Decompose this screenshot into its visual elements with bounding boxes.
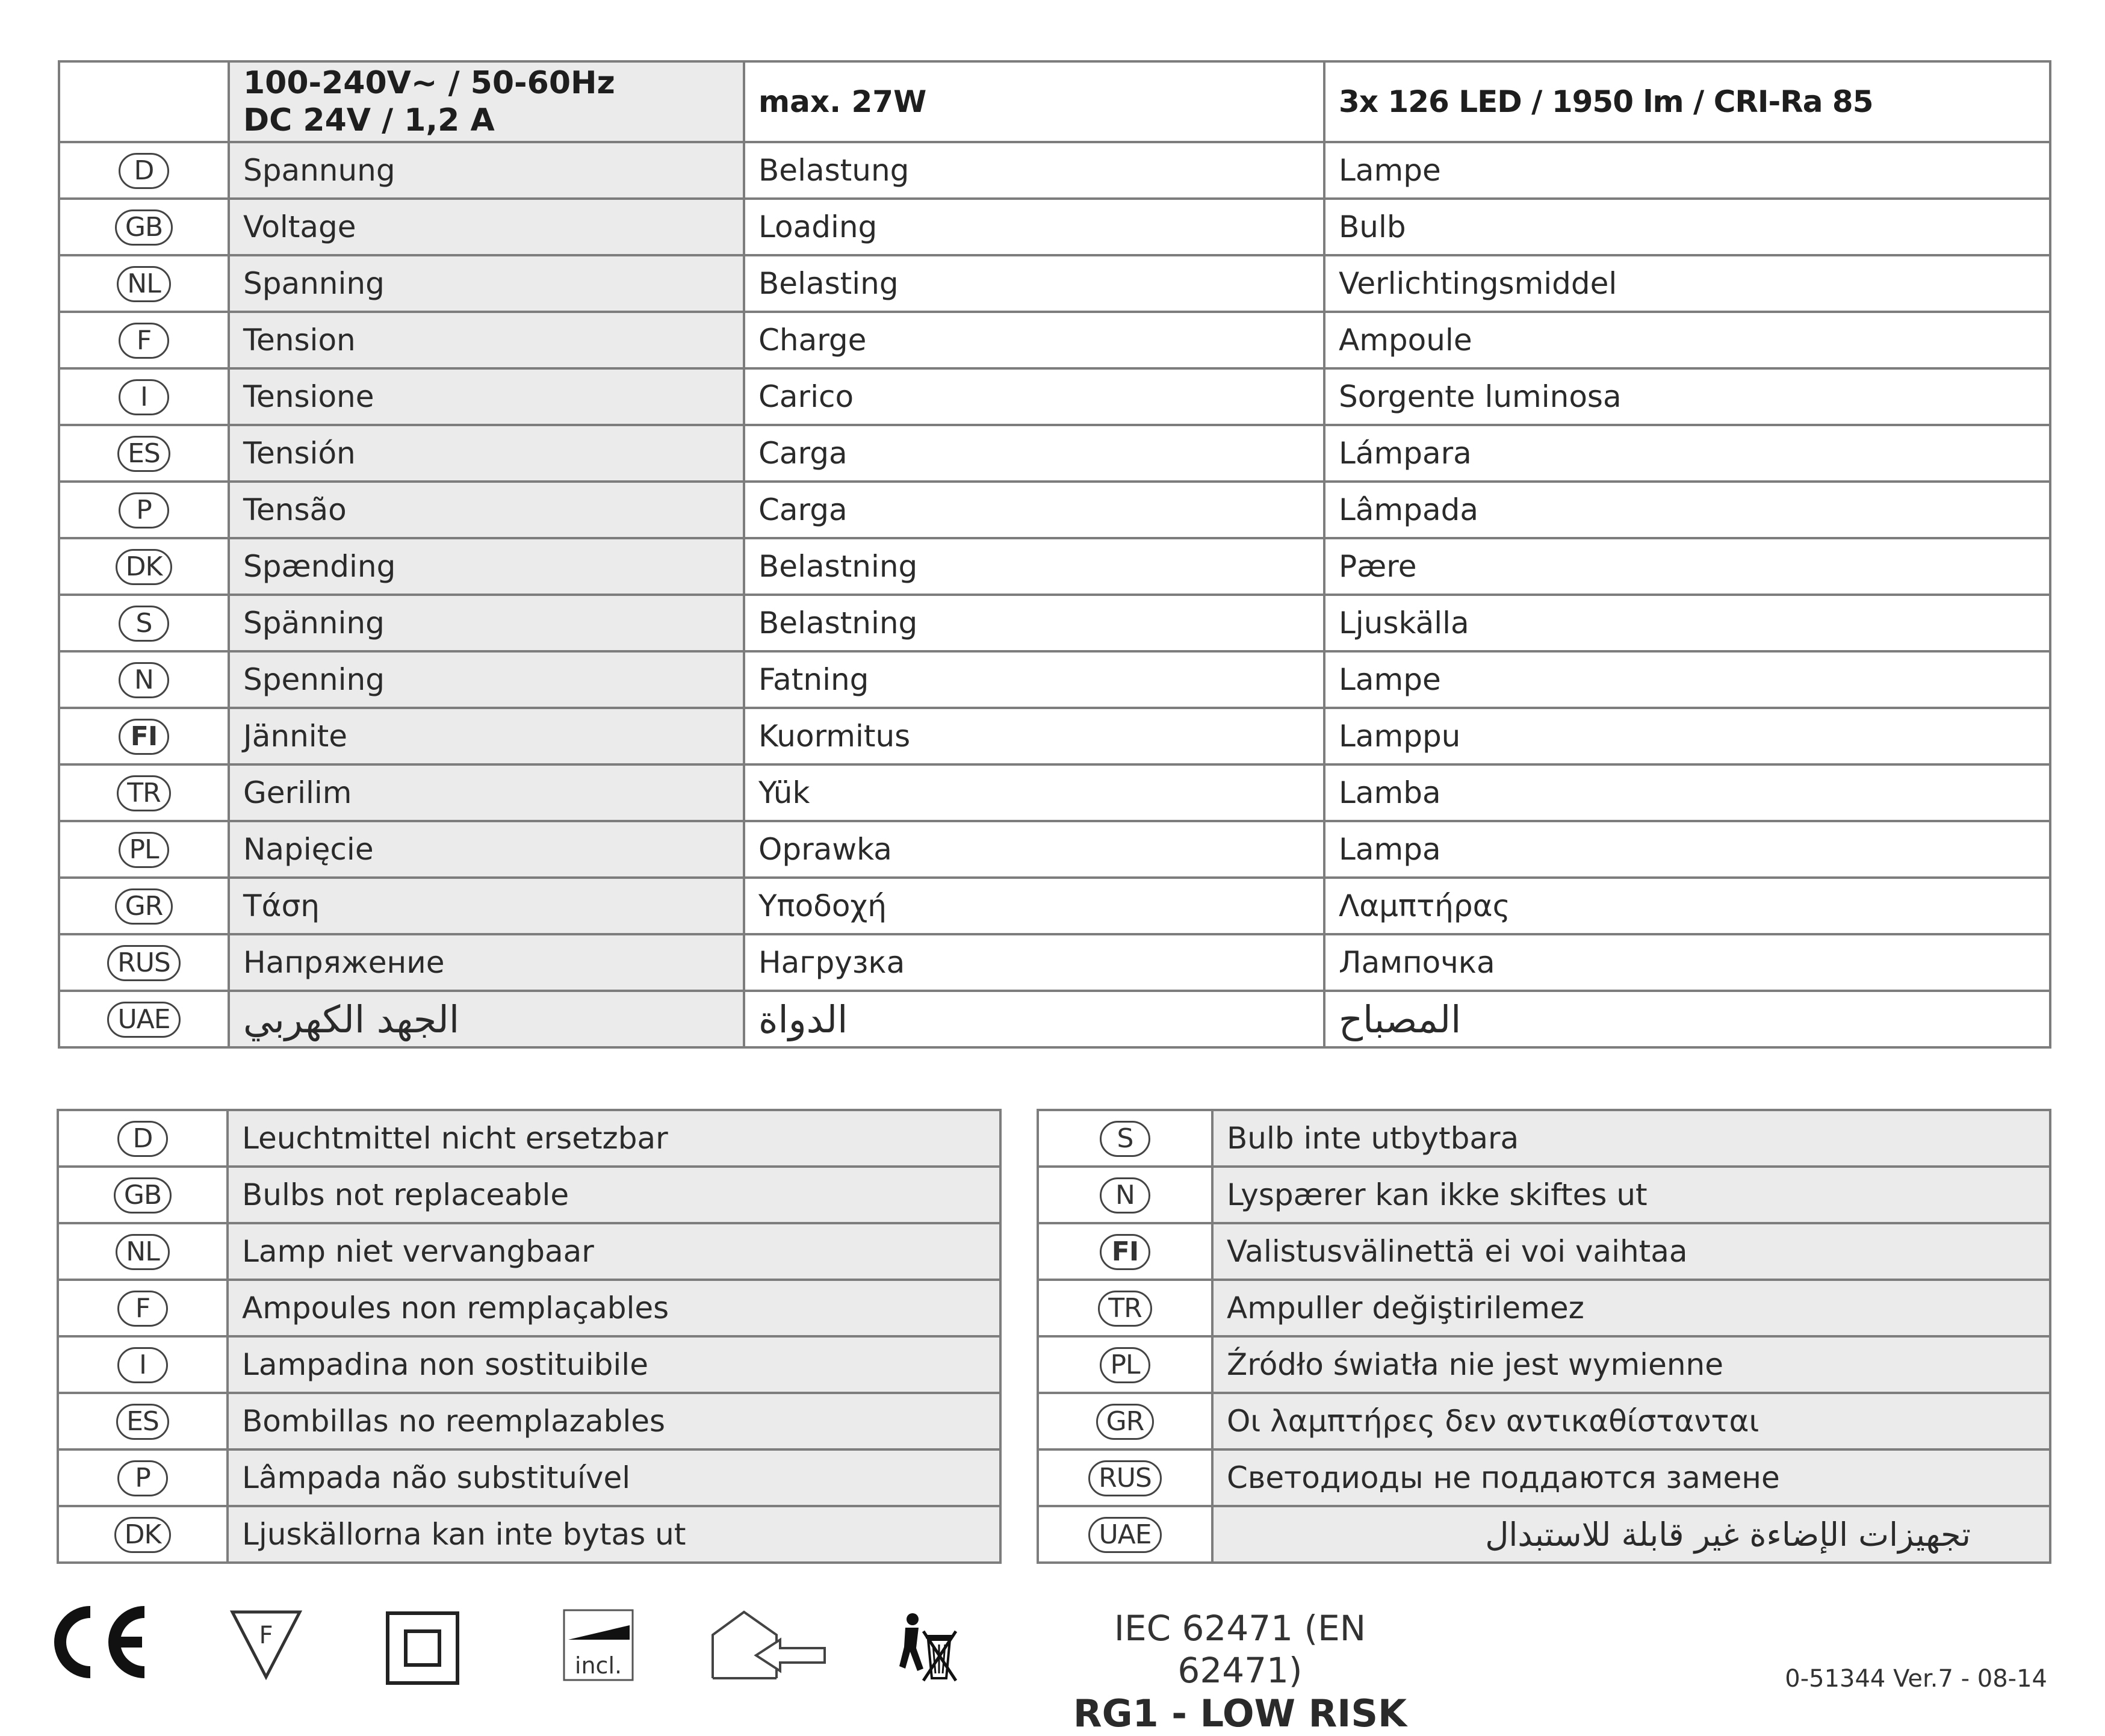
country-code-cell [59,538,229,595]
notice-text: Ampoules non remplaçables [228,1280,1000,1336]
notice-row [58,1110,1000,1167]
lamp-term: Lâmpada [1324,482,2050,538]
notice-text: Valistusvälinettä ei voi vaihtaa [1212,1223,2050,1280]
country-code-cell [58,1280,228,1336]
notice-row [58,1506,1000,1563]
country-code-cell [58,1167,228,1223]
notice-text: Ampuller değiştirilemez [1212,1280,2050,1336]
load-term: Нагрузка [744,934,1324,991]
spec-row [59,255,2050,312]
country-code-cell [59,764,229,821]
load-term: Charge [744,312,1324,368]
country-code-cell [1038,1223,1212,1280]
country-code-cell [59,821,229,878]
voltage-term: Spänning [229,595,744,651]
voltage-term: Spenning [229,651,744,708]
standard-block [1047,1607,1433,1736]
country-code-cell [59,142,229,199]
spec-table [58,60,2051,1049]
country-code-badge: NL [116,1234,169,1270]
load-term: Loading [744,199,1324,255]
notice-row [1038,1506,2050,1563]
notice-row [1038,1167,2050,1223]
f-label: F [259,1622,273,1649]
notice-text: Lâmpada não substituível [228,1449,1000,1506]
lamp-term: Lamppu [1324,708,2050,764]
country-code-badge: S [119,606,169,642]
notice-row [58,1336,1000,1393]
country-code-cell [59,199,229,255]
f-triangle-icon [229,1608,303,1681]
voltage-term: الجهد الكهربي [229,991,744,1047]
spec-row [59,142,2050,199]
lamp-term: Лампочка [1324,934,2050,991]
voltage-term: Gerilim [229,764,744,821]
spec-row [59,538,2050,595]
country-code-cell [59,255,229,312]
country-code-badge: P [117,1460,168,1496]
voltage-term: Jännite [229,708,744,764]
spec-row [59,708,2050,764]
country-code-badge: ES [116,1404,169,1440]
lamp-term: Pære [1324,538,2050,595]
country-code-cell [59,991,229,1047]
header-voltage-line1: 100-240V~ / 50-60Hz [243,65,615,101]
voltage-term: Напряжение [229,934,744,991]
country-code-cell [1038,1336,1212,1393]
ce-mark-icon [54,1605,157,1679]
spec-row [59,199,2050,255]
load-term: Kuormitus [744,708,1324,764]
country-code-badge: DK [114,1517,172,1553]
country-code-cell [59,934,229,991]
spec-row [59,312,2050,368]
country-code-badge: GB [114,1177,172,1214]
notice-text: Ljuskällorna kan inte bytas ut [228,1506,1000,1563]
spec-row [59,425,2050,482]
voltage-term: Napięcie [229,821,744,878]
spec-row [59,368,2050,425]
lamp-term: المصباح [1324,991,2050,1047]
lamp-term: Λαμπτήρας [1324,878,2050,934]
load-term: Belastung [744,142,1324,199]
country-code-cell [59,595,229,651]
risk-group-text: RG1 - LOW RISK [1073,1691,1407,1735]
country-code-badge: GR [115,888,173,925]
class-ii-square-icon [385,1611,460,1685]
country-code-cell [59,312,229,368]
country-code-badge: GB [115,209,173,246]
notice-row [58,1393,1000,1449]
incl-lamp-icon [562,1608,637,1683]
load-term: Oprawka [744,821,1324,878]
country-code-cell [1038,1167,1212,1223]
notice-text: Źródło światła nie jest wymienne [1212,1336,2050,1393]
voltage-term: Tensión [229,425,744,482]
country-code-cell [1038,1393,1212,1449]
notice-row [58,1223,1000,1280]
country-code-cell [58,1506,228,1563]
country-code-cell [1038,1506,1212,1563]
country-code-cell [59,368,229,425]
notice-text: Bulbs not replaceable [228,1167,1000,1223]
country-code-badge: TR [1098,1291,1152,1327]
country-code-cell [59,708,229,764]
weee-bin-icon [892,1611,958,1685]
header-lamp: 3x 126 LED / 1950 lm / CRI-Ra 85 [1324,61,2050,142]
notice-row [1038,1449,2050,1506]
notice-text: Lamp niet vervangbaar [228,1223,1000,1280]
country-code-badge: NL [117,266,170,302]
country-code-badge: PL [1100,1347,1150,1383]
country-code-cell [58,1110,228,1167]
country-code-badge: DK [116,549,173,585]
notice-row [58,1167,1000,1223]
load-term: Fatning [744,651,1324,708]
country-code-badge: I [119,379,169,415]
load-term: Belastning [744,595,1324,651]
notice-row [58,1280,1000,1336]
lamp-term: Lampe [1324,142,2050,199]
voltage-term: Tension [229,312,744,368]
spec-header-row [59,61,2050,142]
header-blank-cell [59,61,229,142]
load-term: Belasting [744,255,1324,312]
voltage-term: Τάση [229,878,744,934]
country-code-badge: F [119,323,169,359]
voltage-term: Tensão [229,482,744,538]
country-code-badge: UAE [107,1002,180,1038]
notice-row [1038,1110,2050,1167]
notice-text: Οι λαμπτήρες δεν αντικαθίστανται [1212,1393,2050,1449]
country-code-badge: S [1100,1121,1150,1157]
country-code-badge: UAE [1088,1517,1161,1553]
lamp-term: Lampe [1324,651,2050,708]
country-code-cell [1038,1280,1212,1336]
notice-row [58,1449,1000,1506]
spec-row [59,934,2050,991]
country-code-badge: N [119,662,169,698]
country-code-cell [58,1393,228,1449]
spec-row [59,482,2050,538]
notice-table-right [1037,1109,2051,1564]
notice-row [1038,1336,2050,1393]
country-code-badge: I [117,1347,168,1383]
voltage-term: Spænding [229,538,744,595]
header-voltage-cell [229,61,744,142]
country-code-badge: RUS [107,945,181,981]
lamp-term: Verlichtingsmiddel [1324,255,2050,312]
header-voltage-line2: DC 24V / 1,2 A [243,102,495,138]
notice-text: Bulb inte utbytbara [1212,1110,2050,1167]
load-term: Carga [744,482,1324,538]
country-code-cell [59,482,229,538]
voltage-term: Spannung [229,142,744,199]
notice-text: Leuchtmittel nicht ersetzbar [228,1110,1000,1167]
country-code-badge: P [119,492,169,529]
load-term: Carga [744,425,1324,482]
load-term: Yük [744,764,1324,821]
country-code-badge: D [117,1121,168,1157]
voltage-term: Spanning [229,255,744,312]
load-term: Belastning [744,538,1324,595]
notice-text: Lyspærer kan ikke skiftes ut [1212,1167,2050,1223]
lamp-term: Lamba [1324,764,2050,821]
lamp-term: Ljuskälla [1324,595,2050,651]
country-code-badge: N [1100,1177,1150,1214]
notice-text: Светодиоды не поддаются замене [1212,1449,2050,1506]
country-code-badge: RUS [1088,1460,1162,1496]
lamp-term: Sorgente luminosa [1324,368,2050,425]
notice-text: Lampadina non sostituibile [228,1336,1000,1393]
notice-text: تجهيزات الإضاءة غير قابلة للاستبدال [1212,1506,2050,1563]
country-code-cell [58,1223,228,1280]
version-text: 0-51344 Ver.7 - 08-14 [1785,1665,2047,1693]
country-code-badge: PL [119,832,169,868]
spec-row [59,764,2050,821]
country-code-badge: GR [1096,1404,1155,1440]
notice-row [1038,1393,2050,1449]
country-code-cell [1038,1449,1212,1506]
spec-row [59,595,2050,651]
voltage-term: Voltage [229,199,744,255]
notice-row [1038,1280,2050,1336]
country-code-badge: ES [117,436,170,472]
lamp-term: Lámpara [1324,425,2050,482]
country-code-cell [58,1449,228,1506]
country-code-badge: FI [119,719,169,755]
country-code-cell [59,878,229,934]
voltage-term: Tensione [229,368,744,425]
incl-label: incl. [574,1652,622,1679]
notice-row [1038,1223,2050,1280]
country-code-badge: D [119,153,169,189]
header-wattage: max. 27W [744,61,1324,142]
lamp-term: Bulb [1324,199,2050,255]
load-term: Carico [744,368,1324,425]
country-code-cell [1038,1110,1212,1167]
load-term: Υποδοχή [744,878,1324,934]
load-term: الدواة [744,991,1324,1047]
lamp-term: Ampoule [1324,312,2050,368]
country-code-cell [58,1336,228,1393]
indoor-use-icon [709,1607,829,1685]
notice-table-left [57,1109,1002,1564]
country-code-cell [59,425,229,482]
spec-row [59,651,2050,708]
spec-row [59,878,2050,934]
lamp-term: Lampa [1324,821,2050,878]
country-code-badge: FI [1100,1234,1150,1270]
spec-row [59,991,2050,1047]
country-code-cell [59,651,229,708]
notice-text: Bombillas no reemplazables [228,1393,1000,1449]
spec-row [59,821,2050,878]
country-code-badge: F [117,1291,168,1327]
standard-text: IEC 62471 (EN 62471) [1114,1608,1366,1691]
country-code-badge: TR [117,775,170,811]
